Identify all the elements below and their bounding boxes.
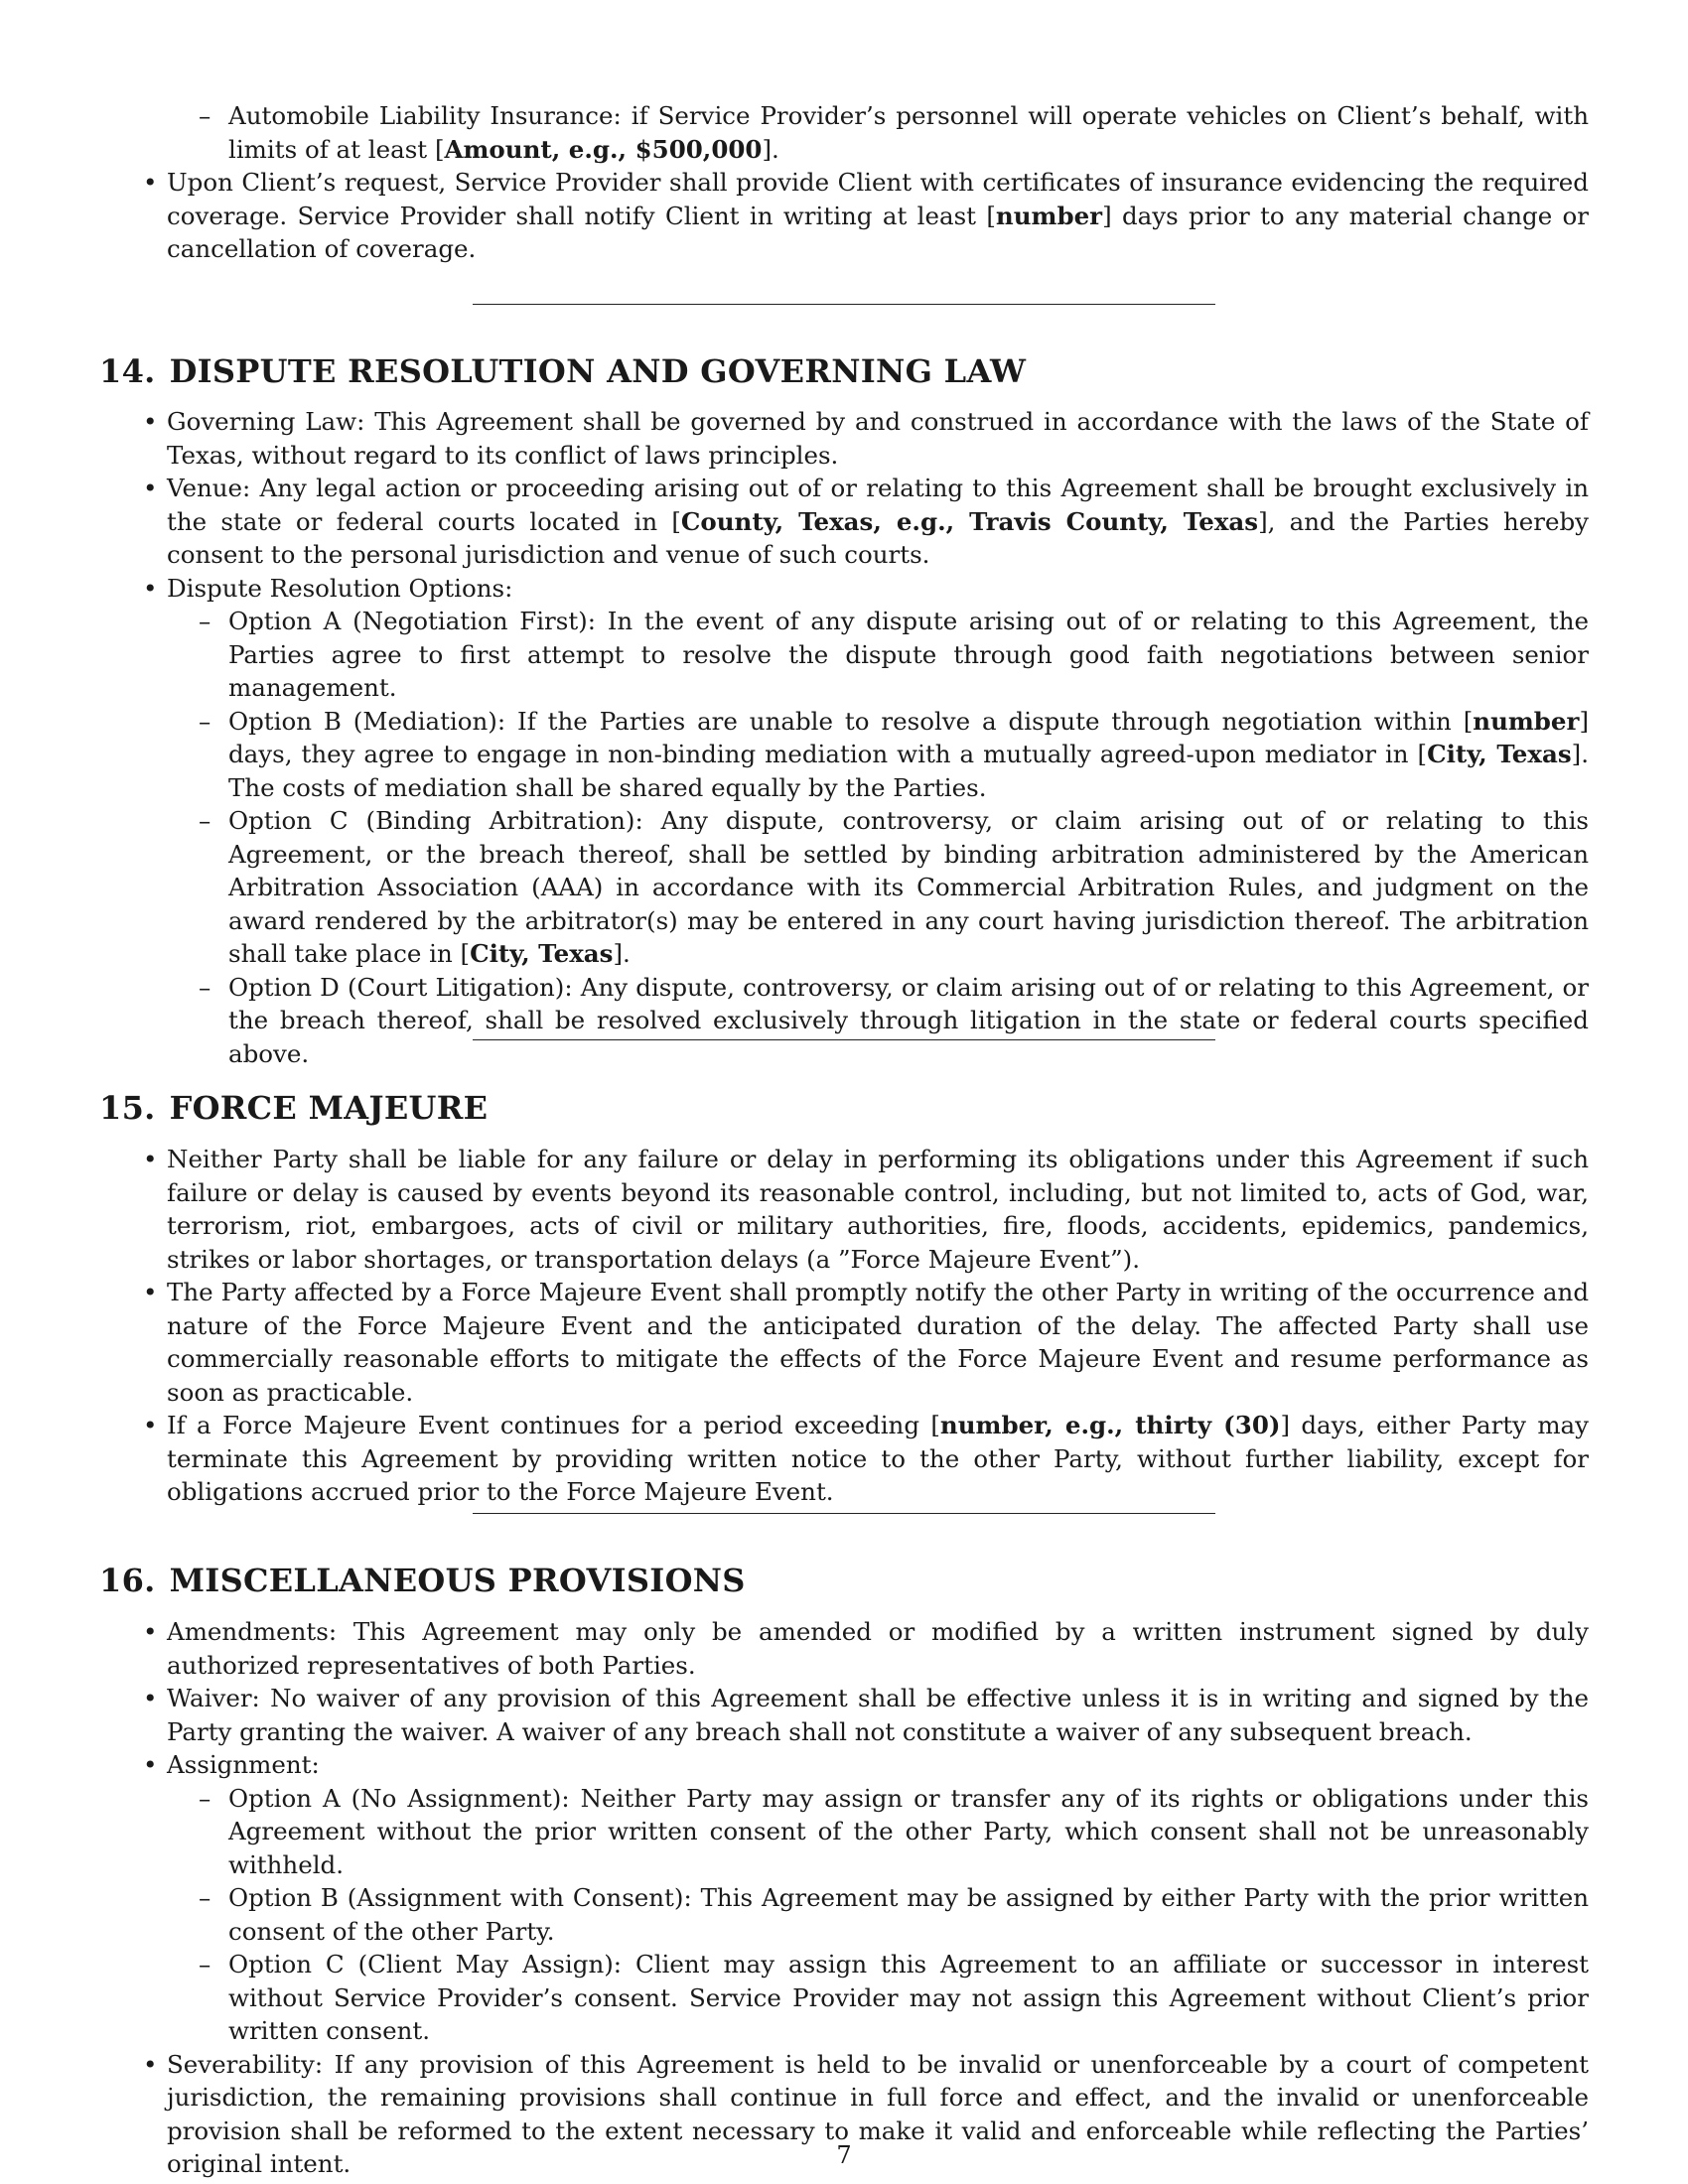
section-15-heading: 15. FORCE MAJEURE: [99, 1089, 489, 1127]
bullet-marker: •: [143, 168, 158, 197]
amendments-item: • Amendments: This Agreement may only be amended or modified by a written instrument signed by duly authorized representatives of both Parties.: [143, 1617, 1589, 1680]
dispute-option-a: – Option A (Negotiation First): In the event of any dispute arising out of or relating to this Agreement, the Parties agree to first attempt to resolve the dispute through good faith negotiations between senior management.: [199, 607, 1589, 702]
section-14-heading: 14. DISPUTE RESOLUTION AND GOVERNING LAW: [99, 352, 1027, 390]
venue-item: • Venue: Any legal action or proceeding arising out of or relating to this Agreement shall be brought exclusively in the state or federal courts located in [County, Texas, e.g., Travis County, Texas], and the Parties hereby consent to the personal jurisdiction and venue of such courts.: [143, 474, 1589, 569]
force-majeure-item-1: • Neither Party shall be liable for any failure or delay in performing its obligations under this Agreement if such failure or delay is caused by events beyond its reasonable control, including, but not limited to, acts of God, war, terrorism, riot, embargoes, acts of civil or military authorities, fire, floods, accidents, epidemics, pandemics, strikes or labor shortages, or transportation delays (a ”Force Majeure Event”).: [143, 1145, 1589, 1274]
bullet-marker: •: [143, 1617, 158, 1646]
dash-marker: –: [199, 101, 211, 130]
section-16-heading: 16. MISCELLANEOUS PROVISIONS: [99, 1562, 746, 1599]
dispute-option-d: – Option D (Court Litigation): Any dispute, controversy, or claim arising out of or relating to this Agreement, or the breach thereof, shall be resolved exclusively through litigation in the state or federal courts specified above.: [199, 972, 1589, 1068]
dash-marker: –: [199, 806, 211, 835]
bullet-marker: •: [143, 407, 158, 436]
assignment-option-c: – Option C (Client May Assign): Client may assign this Agreement to an affiliate or successor in interest without Service Provider’s consent. Service Provider may not assign this Agreement without Client’s prior written consent.: [199, 1950, 1589, 2045]
waiver-item: • Waiver: No waiver of any provision of this Agreement shall be effective unless it is in writing and signed by the Party granting the waiver. A waiver of any breach shall not constitute a waiver of any subsequent breach.: [143, 1684, 1589, 1746]
dash-marker: –: [199, 972, 211, 1002]
section-divider: [473, 304, 1215, 305]
page-number: 7: [836, 2141, 852, 2169]
section-16-body: [0, 1615, 1688, 2181]
bullet-marker: •: [143, 1278, 158, 1306]
bullet-marker: •: [143, 573, 158, 603]
dispute-options-item: • Dispute Resolution Options:: [167, 572, 1589, 606]
dash-marker: –: [199, 1883, 211, 1912]
dash-marker: –: [199, 607, 211, 635]
auto-insurance-item: – Automobile Liability Insurance: if Service Provider’s personnel will operate vehicles on Client’s behalf, with limits of at least [Amount, e.g., $500,000].: [199, 101, 1589, 164]
bullet-marker: •: [143, 1411, 158, 1439]
dash-marker: –: [199, 706, 211, 736]
assignment-item: • Assignment:: [167, 1748, 1589, 1782]
section-divider: [473, 1513, 1215, 1514]
bullet-marker: •: [143, 2049, 158, 2079]
force-majeure-item-3: • If a Force Majeure Event continues for a period exceeding [number, e.g., thirty (30)] days, either Party may terminate this Agreement by providing written notice to the other Party, without further liability, except for obligations accrued prior to the Force Majeure Event.: [143, 1411, 1590, 1506]
bullet-marker: •: [143, 474, 158, 502]
assignment-option-a: – Option A (No Assignment): Neither Party may assign or transfer any of its rights or obligations under this Agreement without the prior written consent of the other Party, which consent shall not be unreasonably withheld.: [199, 1783, 1589, 1879]
dash-marker: –: [199, 1950, 211, 1979]
bullet-marker: •: [143, 1750, 158, 1779]
dispute-option-b: – Option B (Mediation): If the Parties are unable to resolve a dispute through negotiation within [number] days, they agree to engage in non-binding mediation with a mutually agreed-upon mediator in [City, Texas]. The costs of mediation shall be shared equally by the Parties.: [199, 706, 1589, 802]
severability-item: • Severability: If any provision of this Agreement is held to be invalid or unenforceable by a court of competent jurisdiction, the remaining provisions shall continue in full force and effect, and the invalid or unenforceable provision shall be reformed to the extent necessary to make it valid and enforceable while reflecting the Parties’ original intent.: [143, 2049, 1589, 2178]
bullet-marker: •: [143, 1684, 158, 1712]
section-15-body: [0, 1143, 1688, 1509]
force-majeure-item-2: • The Party affected by a Force Majeure Event shall promptly notify the other Party in writing of the occurrence and nature of the Force Majeure Event and the anticipated duration of the delay. The affected Party shall use commercially reasonable efforts to mitigate the effects of the Force Majeure Event and resume performance as soon as practicable.: [143, 1278, 1589, 1407]
dispute-option-c: – Option C (Binding Arbitration): Any dispute, controversy, or claim arising out of or relating to this Agreement, or the breach thereof, shall be settled by binding arbitration administered by the American Arbitration Association (AAA) in accordance with its Commercial Arbitration Rules, and judgment on the award rendered by the arbitrator(s) may be entered in any court having jurisdiction thereof. The arbitration shall take place in [City, Texas].: [199, 806, 1589, 968]
bullet-marker: •: [143, 1145, 158, 1173]
section-13-tail: [0, 99, 1688, 266]
section-divider: [473, 1039, 1215, 1040]
governing-law-item: • Governing Law: This Agreement shall be governed by and construed in accordance with the laws of the State of Texas, without regard to its conflict of laws principles.: [143, 407, 1589, 470]
section-14-body: [0, 405, 1688, 1070]
dash-marker: –: [199, 1783, 211, 1813]
certificates-item: • Upon Client’s request, Service Provider shall provide Client with certificates of insurance evidencing the required coverage. Service Provider shall notify Client in writing at least [number] days prior to any material change or cancellation of coverage.: [143, 168, 1589, 263]
assignment-option-b: – Option B (Assignment with Consent): This Agreement may be assigned by either Party with the prior written consent of the other Party.: [199, 1883, 1589, 1946]
